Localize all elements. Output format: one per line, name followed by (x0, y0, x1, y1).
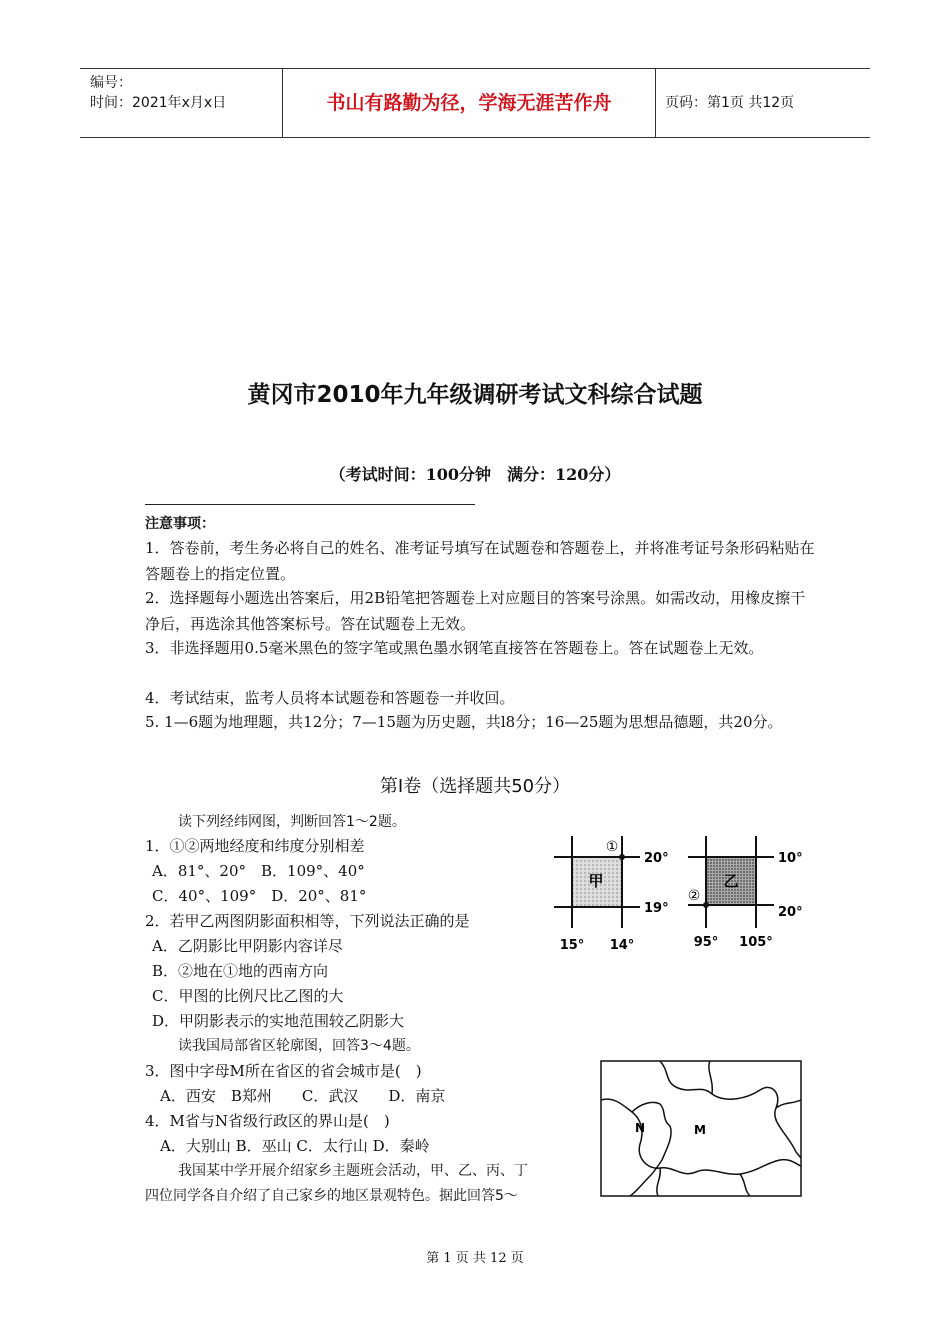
question-3: 3．图中字母M所在省区的省会城市是( ) (145, 1062, 422, 1080)
notice-heading: 注意事项： (145, 516, 215, 532)
label-m: M (694, 1123, 706, 1137)
question-2-option: D．甲阴影表示的实地范围较乙阴影大 (152, 1012, 405, 1030)
question-2-option: A．乙阴影比甲阴影内容详尽 (152, 937, 343, 955)
point-2-marker (703, 902, 709, 908)
number-label: 编号： (90, 75, 132, 91)
exam-title: 黄冈市2010年九年级调研考试文科综合试题 (247, 382, 703, 408)
question-2: 2．若甲乙两图阴影面积相等，下列说法正确的是 (145, 912, 470, 930)
question-4-options: A．大别山 B．巫山 C．太行山 D．秦岭 (160, 1137, 430, 1155)
question-1: 1．①②两地经度和纬度分别相差 (145, 837, 365, 855)
question-intro: 四位同学各自介绍了自己家乡的地区景观特色。据此回答5～ (145, 1188, 518, 1204)
label-point-2: ② (687, 888, 701, 904)
time-label: 时间：2021年x月x日 (90, 95, 227, 111)
notice-item: 1．答卷前，考生务必将自己的姓名、准考证号填写在试题卷和答题卷上，并将准考证号条形码粘贴在答题卷上的指定位置。 (145, 539, 815, 583)
section-title: 第Ⅰ卷（选择题共50分） (379, 776, 571, 797)
question-1-options: C．40°、109° D．20°、81° (152, 887, 367, 905)
lat-label: 10° (778, 851, 803, 866)
question-2-option: C．甲图的比例尺比乙图的大 (152, 987, 344, 1005)
lat-label: 19° (644, 901, 669, 916)
lon-label: 105° (739, 935, 773, 950)
label-jia: 甲 (588, 872, 604, 890)
page-header (80, 68, 870, 138)
province-outline-map (600, 1060, 803, 1198)
label-yi: 乙 (723, 872, 739, 890)
header-page-info: 页码：第1页 共12页 (665, 95, 795, 111)
label-point-1: ① (605, 839, 619, 855)
notice-item: 3．非选择题用0.5毫米黑色的签字笔或黑色墨水钢笔直接答在答题卷上。答在试题卷上无效。 (145, 639, 764, 657)
question-3-options: A．西安 B郑州 C．武汉 D．南京 (160, 1087, 446, 1105)
grid-jia (554, 836, 669, 953)
lat-label: 20° (644, 851, 669, 866)
header-meta (90, 73, 226, 113)
notice-item: 5. 1—6题为地理题，共12分；7—15题为历史题，共l8分；16—25题为思想品德题，共20分。 (145, 713, 783, 731)
lon-label: 95° (693, 935, 719, 950)
question-intro: 我国某中学开展介绍家乡主题班会活动，甲、乙、丙、丁 (178, 1163, 528, 1179)
point-1-marker (619, 854, 625, 860)
header-divider (655, 69, 656, 137)
divider-rule (145, 504, 475, 505)
question-4: 4．M省与N省级行政区的界山是( ) (145, 1112, 390, 1130)
grid-yi (688, 836, 803, 950)
page-footer: 第 1 页 共 12 页 (426, 1251, 524, 1266)
exam-subtitle: （考试时间：100分钟 满分：120分） (329, 465, 621, 484)
question-intro: 读下列经纬网图，判断回答1～2题。 (178, 814, 406, 830)
question-2-option: B．②地在①地的西南方向 (152, 962, 329, 980)
header-motto: 书山有路勤为径，学海无涯苦作舟 (326, 92, 612, 114)
notice-item: 2．选择题每小题选出答案后，用2B铅笔把答题卷上对应题目的答案号涂黑。如需改动，用橡皮擦干净后，再选涂其他答案标号。答在试题卷上无效。 (145, 589, 806, 633)
question-intro: 读我国局部省区轮廓图，回答3～4题。 (178, 1038, 420, 1054)
lon-label: 14° (609, 938, 635, 953)
label-n: N (634, 1121, 646, 1135)
notice-item: 4．考试结束，监考人员将本试题卷和答题卷一并收回。 (145, 689, 515, 707)
lat-label: 20° (778, 905, 803, 920)
lon-label: 15° (559, 938, 585, 953)
lat-lon-grid-figure (548, 832, 810, 958)
question-1-options: A．81°、20° B．109°、40° (152, 862, 365, 880)
